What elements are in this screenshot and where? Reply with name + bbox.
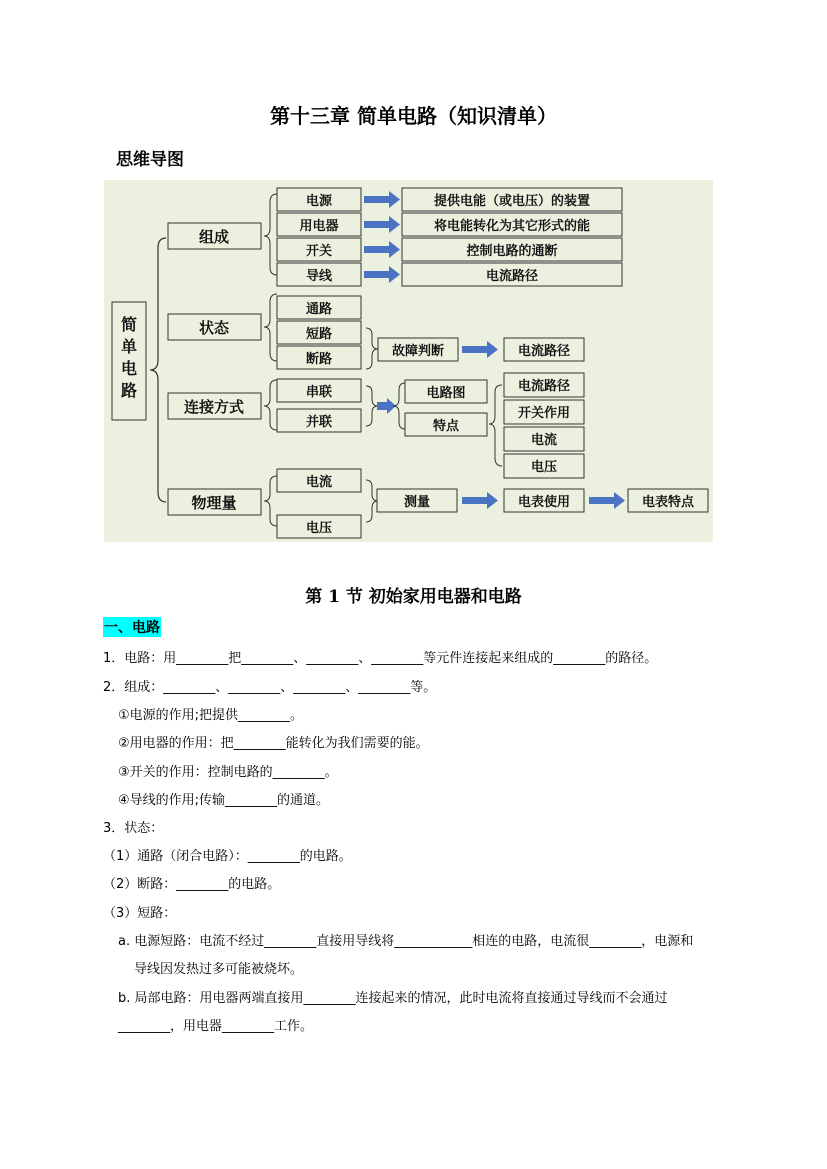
- node-connection: 连接方式: [183, 398, 245, 416]
- text-line: （1）通路（闭合电路）：________的电路。: [103, 849, 352, 864]
- text-line: 导线因发热过多可能被烧坏。: [134, 962, 304, 977]
- node-power-source: 电源: [305, 194, 333, 209]
- feature-switch-role: 开关作用: [517, 406, 571, 421]
- node-short-circuit: 短路: [305, 327, 333, 342]
- root-node: [112, 302, 146, 420]
- desc-power-source: 提供电能（或电压）的装置: [433, 194, 591, 209]
- node-composition: 组成: [198, 228, 230, 246]
- text-line: （2）断路：________的电路。: [103, 877, 281, 892]
- mind-map-diagram: [104, 180, 713, 542]
- node-series: 串联: [305, 385, 333, 400]
- text-line: 2．组成：________、________、________、________等。: [103, 680, 437, 695]
- text-line: ________，用电器________工作。: [118, 1019, 314, 1034]
- text-line: ③开关的作用：控制电路的________。: [118, 765, 338, 780]
- root-char: 路: [120, 381, 138, 400]
- node-circuit-diagram: 电路图: [426, 386, 466, 401]
- node-wire: 导线: [305, 269, 333, 284]
- section-title: 第 1 节 初始家用电器和电路: [305, 587, 522, 607]
- text-line: ①电源的作用;把提供________。: [118, 708, 304, 723]
- section-heading: 一、电路: [103, 617, 161, 637]
- node-meter-features: 电表特点: [641, 495, 695, 510]
- desc-switch: 控制电路的通断: [466, 244, 558, 259]
- node-parallel: 并联: [305, 415, 333, 430]
- node-appliance: 用电器: [299, 219, 339, 234]
- feature-current: 电流: [530, 433, 558, 448]
- text-line: ④导线的作用;传输________的通道。: [118, 793, 330, 808]
- feature-current-path: 电流路径: [517, 379, 571, 394]
- page-title: 第十三章 简单电路（知识清单）: [270, 104, 557, 128]
- text-line: b. 局部电路：用电器两端直接用________连接起来的情况，此时电流将直接通过导线而不会通过: [118, 991, 668, 1006]
- node-current-path: 电流路径: [517, 344, 571, 359]
- node-switch: 开关: [305, 244, 333, 259]
- text-line: a. 电源短路：电流不经过________直接用导线将____________相连的电路，电流很________，电源和: [118, 934, 694, 949]
- node-closed-circuit: 通路: [305, 302, 333, 317]
- node-state: 状态: [198, 319, 230, 337]
- node-characteristics: 特点: [432, 419, 460, 434]
- root-char: 电: [120, 359, 138, 378]
- node-open-circuit: 断路: [305, 352, 333, 367]
- text-line: （3）短路：: [103, 906, 177, 921]
- feature-voltage: 电压: [530, 460, 558, 475]
- text-line: 1．电路：用________把________、________、________等元件连接起来组成的________的路径。: [103, 651, 658, 666]
- node-meter-use: 电表使用: [517, 495, 571, 510]
- desc-appliance: 将电能转化为其它形式的能: [433, 219, 591, 234]
- mindmap-heading: 思维导图: [116, 150, 184, 170]
- node-physical-quantity: 物理量: [191, 494, 237, 512]
- node-quantity-current: 电流: [305, 475, 333, 490]
- desc-wire: 电流路径: [485, 269, 539, 284]
- text-line: ②用电器的作用：把________能转化为我们需要的能。: [118, 736, 429, 751]
- text-line: 3．状态：: [103, 821, 164, 836]
- root-char: 单: [120, 337, 138, 356]
- node-measure: 测量: [403, 495, 431, 510]
- root-char: 简: [120, 315, 138, 334]
- node-fault-judgement: 故障判断: [391, 344, 445, 359]
- node-quantity-voltage: 电压: [305, 521, 333, 536]
